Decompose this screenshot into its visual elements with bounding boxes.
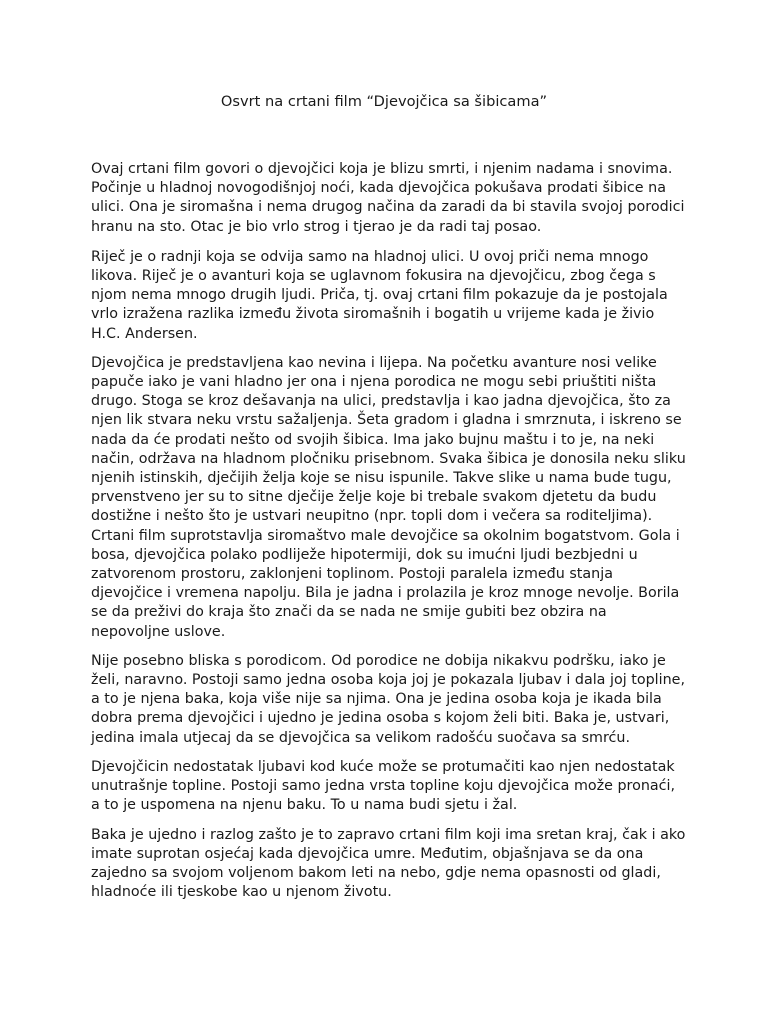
document-title: Osvrt na crtani film “Djevojčica sa šibicama” bbox=[220, 93, 548, 110]
document-body bbox=[91, 160, 686, 912]
paragraph-character: Djevojčica je predstavljena kao nevina i lijepa. Na početku avanture nosi velike papuče iako je vani hladno jer ona i njena porodica ne mogu sebi priuštiti ništa drugo. Stoga se kroz dešavanja na ulici, predstavlja i kao jadna djevojčica, što za njen lik stvara neku vrstu sažaljenja. Šeta gradom i gladna i smrznuta, i iskreno se nada da će prodati nešto od svojih šibica. Ima jako bujnu maštu i to je, na neki način, održava na hladnom pločniku prisebnom. Svaka šibica je donosila neku sliku njenih istinskih, dječijih želja koje se nisu ispunile. Takve slike u nama bude tugu, prvenstveno jer su to sitne dječije želje koje bi trebale svakom djetetu da budu dostižne i nešto što je ustvari neupitno (npr. topli dom i večera sa roditeljima). Crtani film suprotstavlja siromaštvo male devojčice sa okolnim bogatstvom. Gola i bosa, djevojčica polako podliježe hipotermiji, dok su imućni ljudi bezbjedni u zatvorenom prostoru, zaklonjeni toplinom. Postoji paralela između stanja djevojčice i vremena napolju. Bila je jadna i prolazila je kroz mnoge nevolje. Borila se da preživi do kraja što znači da se nada ne smije gubiti bez obzira na nepovoljne uslove. bbox=[91, 354, 686, 640]
paragraph-ending: Baka je ujedno i razlog zašto je to zapravo crtani film koji ima sretan kraj, čak i ako imate suprotan osjećaj kada djevojčica umre. Međutim, objašnjava se da ona zajedno sa svojom voljenom bakom leti na nebo, gdje nema opasnosti od gladi, hladnoće ili tjeskobe kao u njenom životu. bbox=[91, 826, 686, 901]
paragraph-family: Nije posebno bliska s porodicom. Od porodice ne dobija nikakvu podršku, iako je želi, naravno. Postoji samo jedna osoba koja joj je pokazala ljubav i dala joj topline, a to je njena baka, koja više nije sa njima. Ona je jedina osoba koja je ikada bila dobra prema djevojčici i ujedno je jedina osoba s kojom želi biti. Baka je, ustvari, jedina imala utjecaj da se djevojčica sa velikom radošću suočava sa smrću. bbox=[91, 652, 685, 746]
paragraph-intro: Ovaj crtani film govori o djevojčici koja je blizu smrti, i njenim nadama i snovima. Počinje u hladnoj novogodišnjoj noći, kada djevojčica pokušava prodati šibice na ulici. Ona je siromašna i nema drugog načina da zaradi da bi stavila svojoj porodici hranu na sto. Otac je bio vrlo strog i tjerao je da radi taj posao. bbox=[91, 161, 685, 235]
paragraph-setting: Riječ je o radnji koja se odvija samo na hladnoj ulici. U ovoj priči nema mnogo likova. Riječ je o avanturi koja se uglavnom fokusira na djevojčicu, zbog čega s njom nema mnogo drugih ljudi. Priča, tj. ovaj crtani film pokazuje da je postojala vrlo izražena razlika između života siromašnih i bogatih u vrijeme kada je živio H.C. Andersen. bbox=[91, 248, 668, 342]
paragraph-love: Djevojčicin nedostatak ljubavi kod kuće može se protumačiti kao njen nedostatak unutrašnje topline. Postoji samo jedna vrsta topline koju djevojčica može pronaći, a to je uspomena na njenu baku. To u nama budi sjetu i žal. bbox=[91, 758, 676, 814]
